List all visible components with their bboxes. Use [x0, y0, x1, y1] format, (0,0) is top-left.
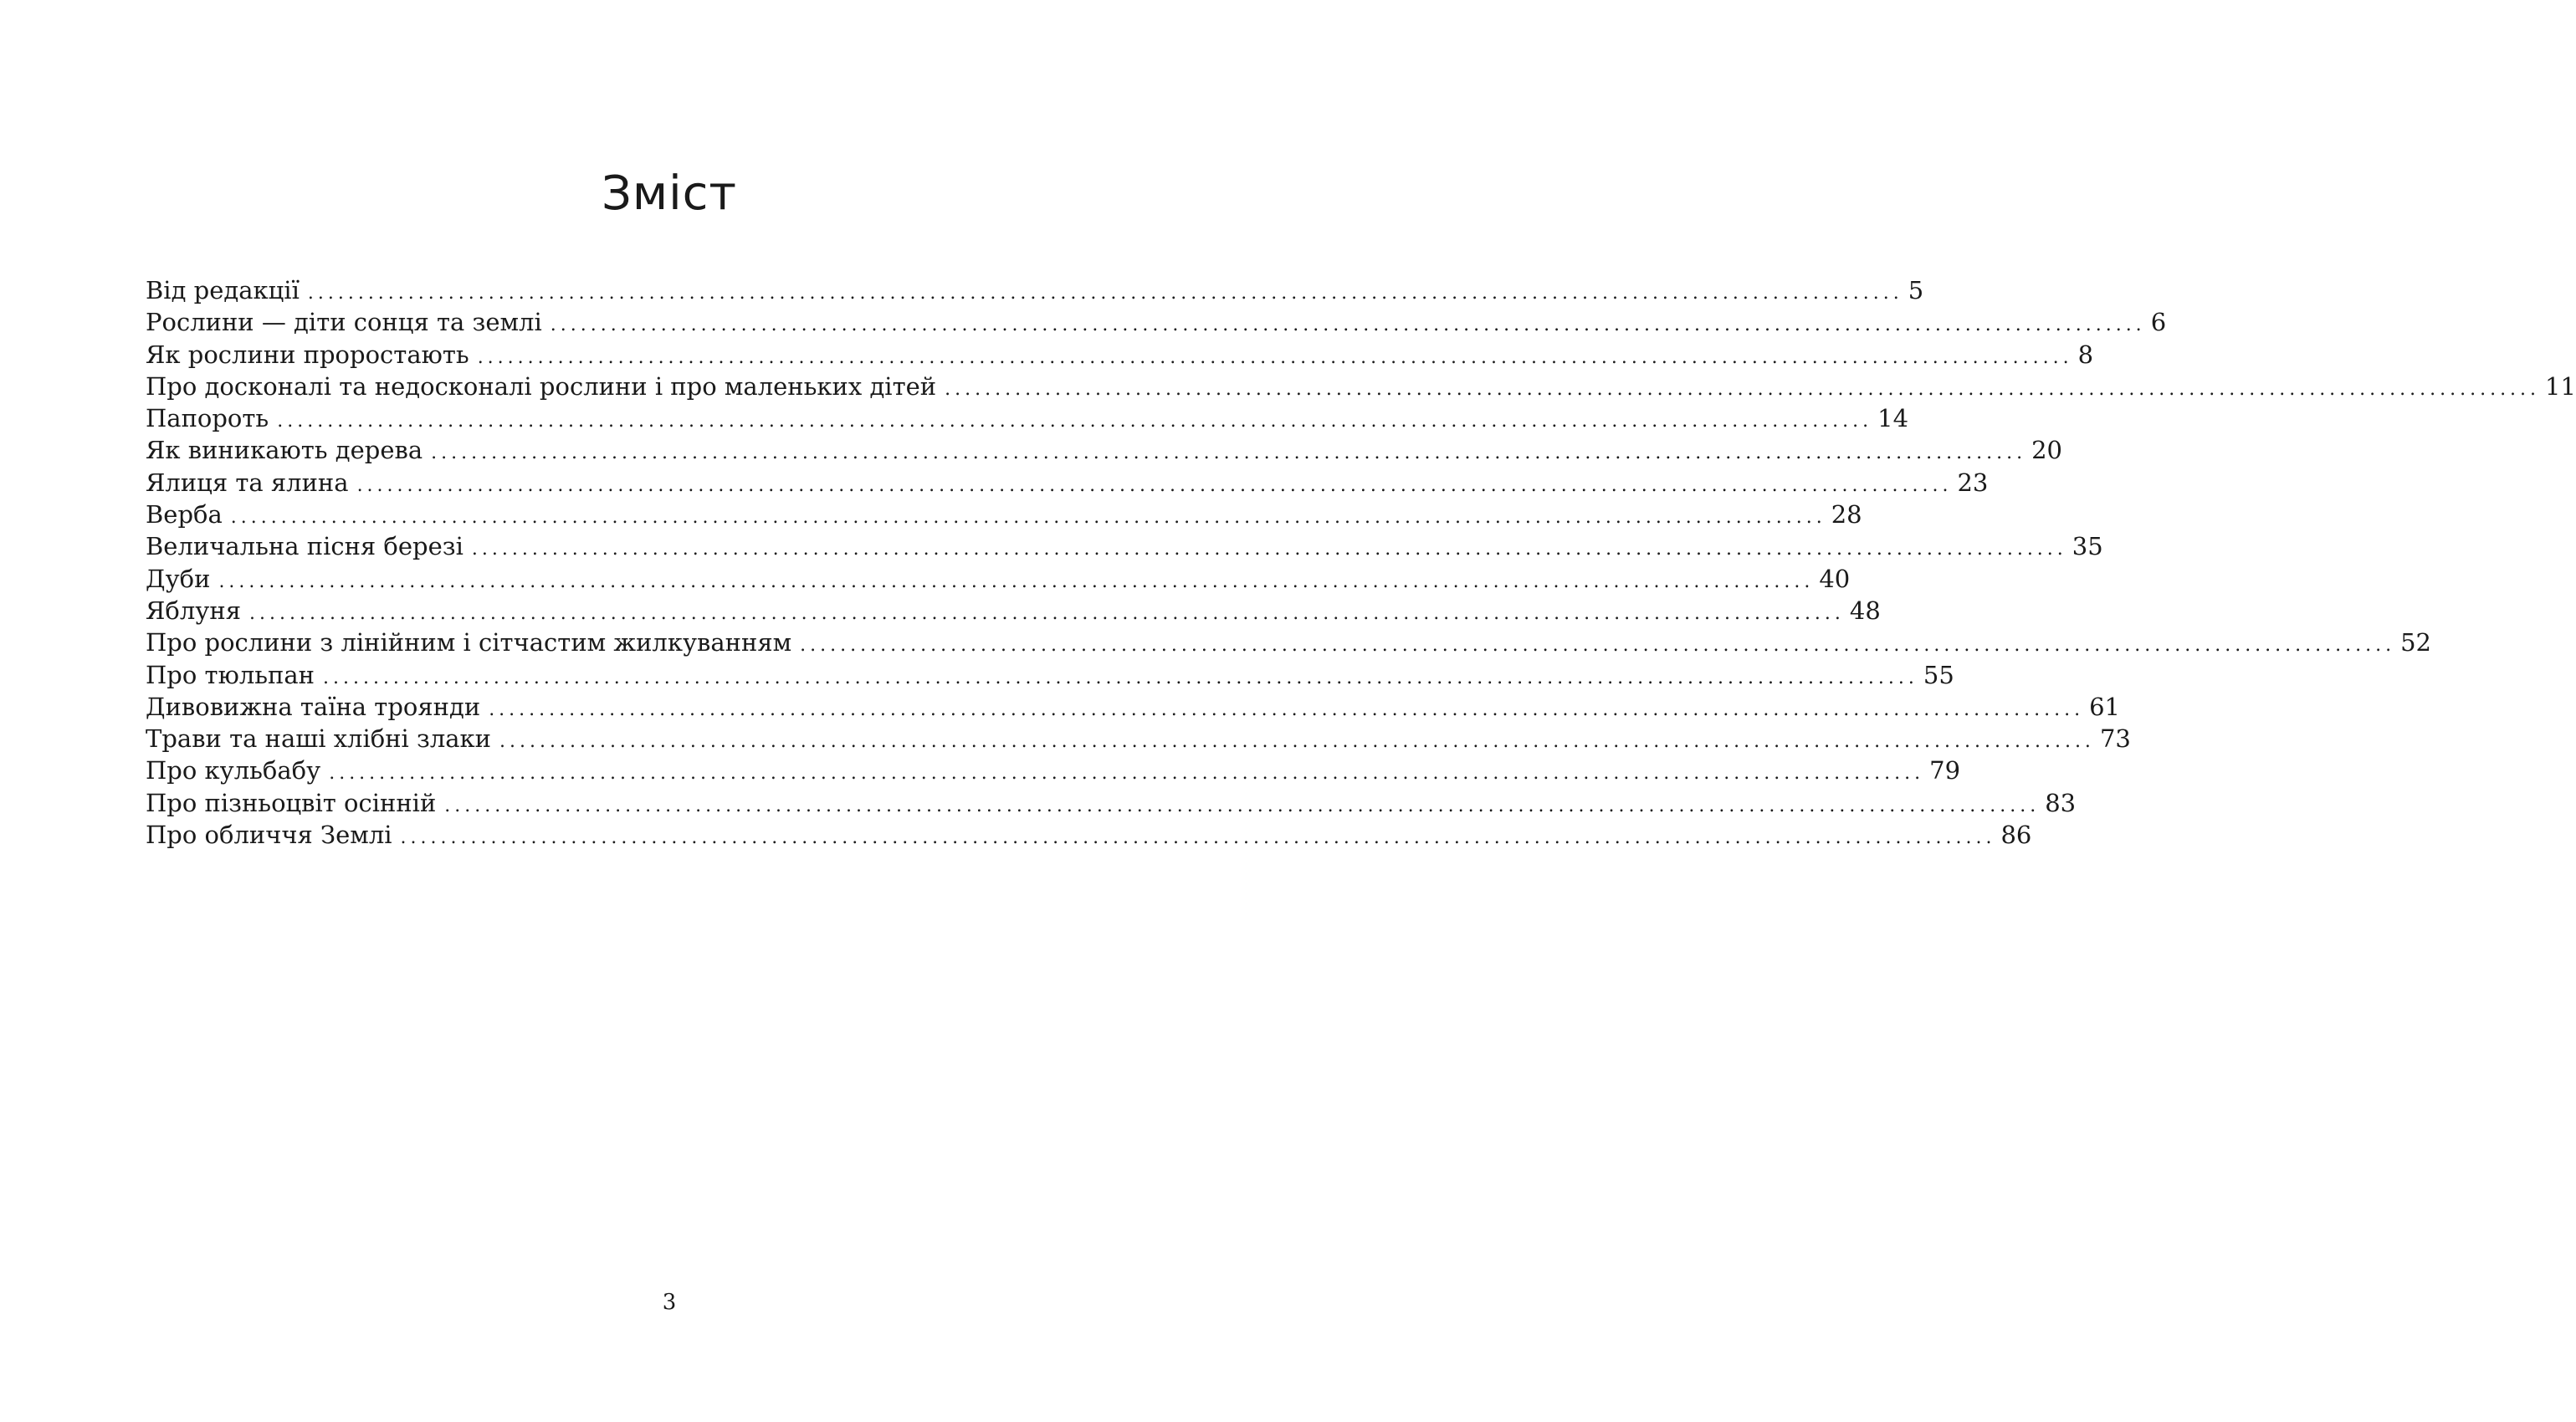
toc-entry[interactable]	[146, 563, 1851, 595]
toc-entry-title: Про рослини з лінійним і сітчастим жилкуванням	[146, 628, 792, 657]
toc-entry-page: 35	[2072, 532, 2103, 561]
toc-entry-title: Про тюльпан	[146, 660, 315, 689]
toc-entry-title: Про обличчя Землі	[146, 821, 392, 850]
toc-entry[interactable]	[146, 819, 2032, 851]
dot-leader: ...............................................................................................................................................................	[489, 698, 2085, 720]
toc-entry-title: Про пізньоцвіт осінній	[146, 788, 437, 817]
toc-entry[interactable]	[146, 723, 2131, 754]
dot-leader: ...............................................................................................................................................................	[471, 539, 2067, 560]
toc-entry[interactable]	[146, 434, 2062, 466]
dot-leader: ...............................................................................................................................................................	[277, 411, 1873, 432]
toc-entry[interactable]	[146, 371, 2576, 402]
toc-entry-title: Рослини — діти сонця та землі	[146, 308, 542, 337]
toc-entry-page: 20	[2031, 436, 2062, 465]
toc-entry[interactable]	[146, 627, 2431, 658]
dot-leader: ...............................................................................................................................................................	[218, 570, 1815, 592]
toc-entry-page: 83	[2045, 788, 2077, 817]
dot-leader: ...............................................................................................................................................................	[356, 474, 1953, 496]
toc-entry-page: 86	[2000, 821, 2032, 850]
toc-entry-title: Верба	[146, 500, 223, 529]
dot-leader: ...............................................................................................................................................................	[322, 667, 1918, 688]
dot-leader: ...............................................................................................................................................................	[444, 795, 2041, 816]
dot-leader: ...............................................................................................................................................................	[800, 635, 2396, 657]
dot-leader: ...............................................................................................................................................................	[477, 346, 2073, 368]
toc-entry-title: Як рослини проростають	[146, 340, 469, 369]
toc-entry-page: 8	[2077, 340, 2094, 369]
dot-leader: ...............................................................................................................................................................	[400, 827, 1996, 849]
toc-entry[interactable]	[146, 595, 1881, 627]
toc-entry-title: Як виникають дерева	[146, 436, 423, 465]
toc-entry-page: 79	[1929, 756, 1961, 785]
toc-entry-page: 40	[1819, 564, 1851, 593]
toc-entry[interactable]	[146, 754, 1961, 786]
toc-entry-page: 52	[2400, 628, 2431, 657]
toc-entry-page: 11	[2545, 371, 2576, 401]
toc-entry[interactable]	[146, 339, 2094, 371]
toc-entry[interactable]	[146, 659, 1954, 691]
toc-entry-page: 28	[1831, 500, 1862, 529]
toc-entry[interactable]	[146, 530, 2103, 562]
toc-entry-page: 23	[1957, 468, 1989, 497]
toc-entry-title: Про кульбабу	[146, 756, 321, 785]
page-title: Зміст	[601, 166, 738, 221]
toc-entry-title: Папороть	[146, 404, 269, 433]
dot-leader: ...............................................................................................................................................................	[431, 442, 2027, 464]
page-number: 3	[662, 1290, 677, 1315]
toc-entry[interactable]	[146, 402, 1909, 434]
dot-leader: ...............................................................................................................................................................	[945, 378, 2541, 400]
toc-entry[interactable]	[146, 787, 2077, 819]
dot-leader: ...............................................................................................................................................................	[499, 731, 2095, 753]
toc-entry-title: Ялиця та ялина	[146, 468, 349, 497]
toc-entry-page: 5	[1908, 276, 1924, 304]
toc-entry-title: Дивовижна таїна троянди	[146, 692, 481, 721]
toc-entry[interactable]	[146, 306, 2167, 338]
toc-entry-page: 55	[1923, 660, 1954, 689]
toc-entry-page: 48	[1849, 596, 1881, 625]
toc-entry[interactable]	[146, 274, 1924, 306]
toc-entry[interactable]	[146, 691, 2121, 723]
toc-entry-title: Яблуня	[146, 596, 241, 625]
table-of-contents	[146, 274, 2576, 851]
toc-entry[interactable]	[146, 499, 1862, 530]
dot-leader: ...............................................................................................................................................................	[230, 507, 1826, 529]
dot-leader: ...............................................................................................................................................................	[249, 602, 1845, 624]
toc-entry-page: 61	[2089, 692, 2121, 721]
toc-entry-title: Дуби	[146, 564, 211, 593]
dot-leader: ...............................................................................................................................................................	[329, 763, 1925, 785]
toc-entry-page: 14	[1877, 404, 1909, 433]
toc-entry-page: 73	[2099, 724, 2131, 754]
toc-entry-title: Трави та наші хлібні злаки	[146, 724, 492, 754]
dot-leader: ...............................................................................................................................................................	[550, 315, 2146, 336]
toc-entry-title: Про досконалі та недосконалі рослини і про маленьких дітей	[146, 371, 937, 401]
dot-leader: ...............................................................................................................................................................	[307, 283, 1903, 304]
toc-entry[interactable]	[146, 467, 1989, 499]
toc-entry-title: Величальна пісня березі	[146, 532, 463, 561]
toc-entry-title: Від редакції	[146, 276, 300, 304]
toc-entry-page: 6	[2150, 308, 2167, 337]
